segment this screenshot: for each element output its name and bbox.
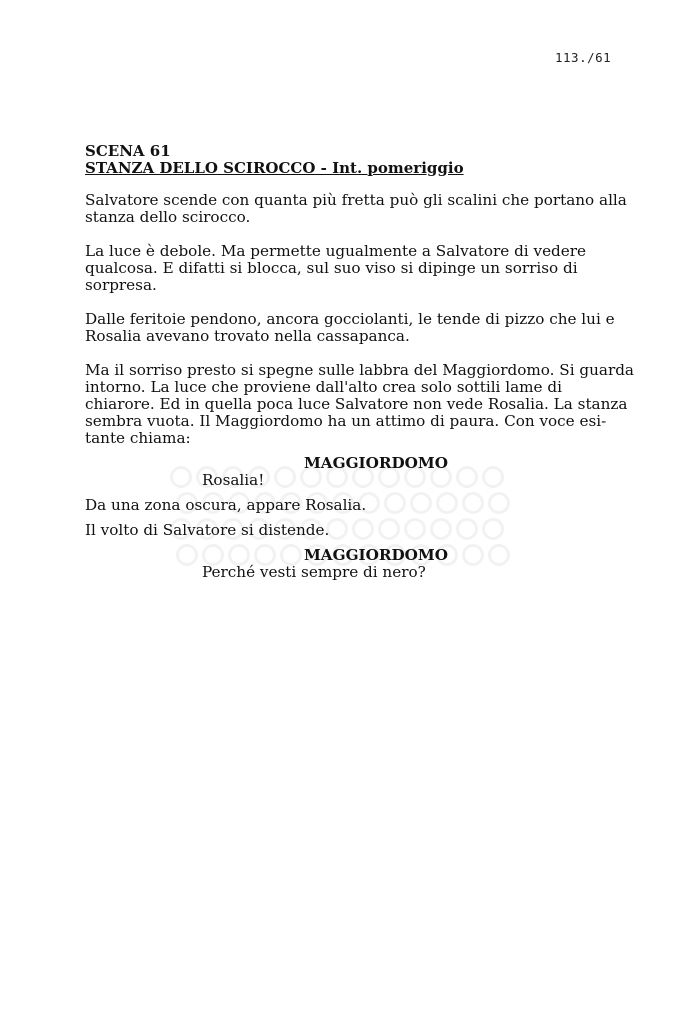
- action-line: Il volto di Salvatore si distende.: [85, 521, 330, 539]
- action-line: chiarore. Ed in quella poca luce Salvatore non vede Rosalia. La stanza: [85, 395, 628, 413]
- character-cue: MAGGIORDOMO: [304, 454, 448, 472]
- action-line: intorno. La luce che proviene dall'alto crea solo sottili lame di: [85, 378, 562, 396]
- dialogue-line: Perché vesti sempre di nero?: [202, 563, 426, 581]
- scene-heading: STANZA DELLO SCIROCCO - Int. pomeriggio: [85, 159, 464, 177]
- action-line: sorpresa.: [85, 276, 157, 294]
- action-line: Dalle feritoie pendono, ancora gocciolanti, le tende di pizzo che lui e: [85, 310, 615, 328]
- action-paragraph: [85, 362, 657, 447]
- dialogue-line: Rosalia!: [202, 471, 265, 489]
- action-line: La luce è debole. Ma permette ugualmente a Salvatore di vedere: [85, 242, 587, 260]
- action-line: Salvatore scende con quanta più fretta può gli scalini che portano alla: [85, 191, 627, 209]
- action-line: Da una zona oscura, appare Rosalia.: [85, 496, 367, 514]
- action-paragraph: [85, 243, 657, 294]
- action-line: sembra vuota. Il Maggiordomo ha un attimo di paura. Con voce esi-: [85, 412, 607, 430]
- script-body: [85, 143, 657, 581]
- page-number: 113./61: [555, 50, 612, 65]
- action-line: stanza dello scirocco.: [85, 208, 251, 226]
- character-cue: MAGGIORDOMO: [304, 546, 448, 564]
- scene-number: SCENA 61: [85, 142, 171, 160]
- action-line: Rosalia avevano trovato nella cassapanca.: [85, 327, 410, 345]
- action-line: qualcosa. E difatti si blocca, sul suo viso si dipinge un sorriso di: [85, 259, 578, 277]
- action-paragraph: [85, 311, 657, 345]
- action-paragraph: [85, 497, 657, 514]
- action-line: tante chiama:: [85, 429, 191, 447]
- action-line: Ma il sorriso presto si spegne sulle labbra del Maggiordomo. Si guarda: [85, 361, 634, 379]
- action-paragraph: [85, 522, 657, 539]
- action-paragraph: [85, 192, 657, 226]
